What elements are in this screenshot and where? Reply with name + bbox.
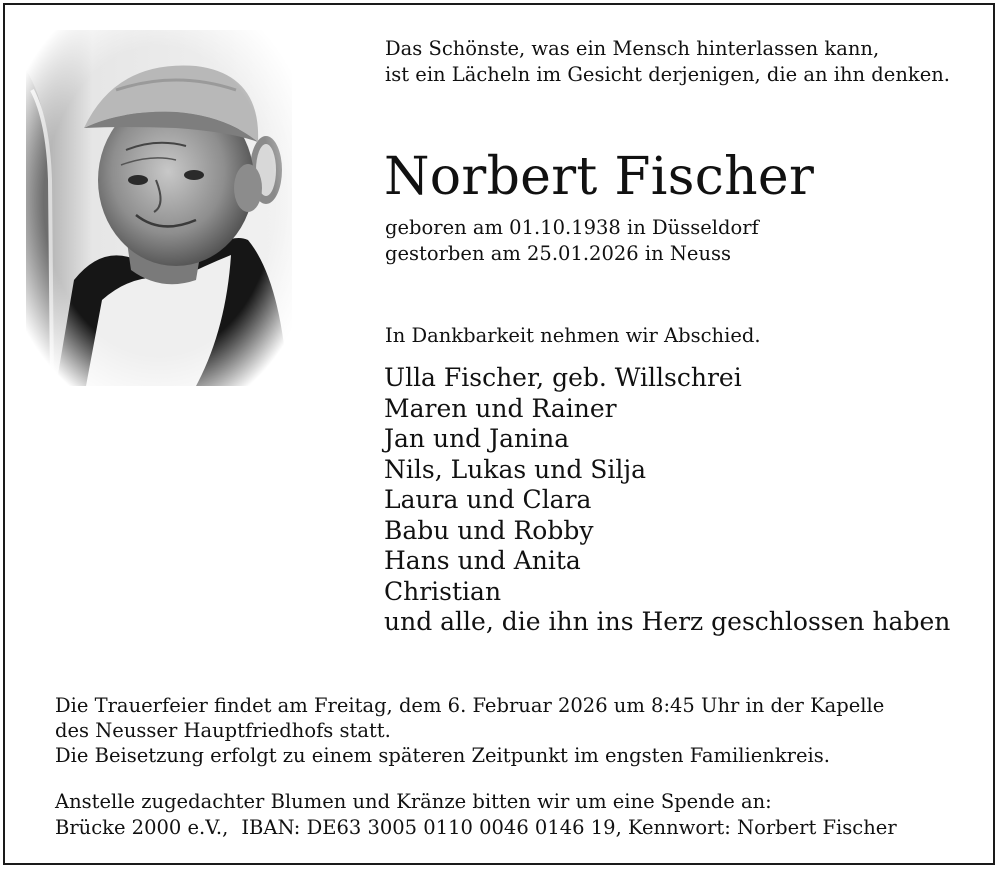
mourner: und alle, die ihn ins Herz geschlossen haben xyxy=(384,607,951,636)
ceremony-line: Die Trauerfeier findet am Freitag, dem 6. Februar 2026 um 8:45 Uhr in der Kapelle xyxy=(55,694,885,717)
ceremony-line: des Neusser Hauptfriedhofs statt. xyxy=(55,719,391,742)
mourners-list xyxy=(384,363,950,638)
donation-info xyxy=(55,789,897,840)
death-date: gestorben am 25.01.2026 in Neuss xyxy=(385,242,732,265)
farewell-text: In Dankbarkeit nehmen wir Abschied. xyxy=(385,324,761,347)
mourner: Ulla Fischer, geb. Willschrei xyxy=(384,363,742,392)
mourner: Jan und Janina xyxy=(384,424,570,453)
mourner: Maren und Rainer xyxy=(384,393,617,423)
mourner: Babu und Robby xyxy=(384,515,594,545)
quote-line: ist ein Lächeln im Gesicht derjenigen, die an ihn denken. xyxy=(385,63,950,86)
quote xyxy=(385,36,950,88)
ceremony-info xyxy=(55,693,884,768)
donation-intro: Anstelle zugedachter Blumen und Kränze bitten wir um eine Spende an: xyxy=(55,790,772,813)
mourner: Laura und Clara xyxy=(384,485,592,514)
donation-details xyxy=(55,815,897,841)
deceased-name: Norbert Fischer xyxy=(384,147,815,207)
mourner: Nils, Lukas und Silja xyxy=(384,454,647,484)
life-dates xyxy=(385,215,759,267)
donation-iban: IBAN: DE63 3005 0110 0046 0146 19, Kennwort: Norbert Fischer xyxy=(241,815,897,839)
mourner: Christian xyxy=(384,576,502,606)
portrait-photo xyxy=(26,30,292,386)
portrait-photo-icon xyxy=(26,30,292,386)
donation-recipient: Brücke 2000 e.V., xyxy=(55,815,229,839)
ceremony-line: Die Beisetzung erfolgt zu einem späteren Zeitpunkt im engsten Familienkreis. xyxy=(55,744,830,767)
quote-line: Das Schönste, was ein Mensch hinterlassen kann, xyxy=(385,37,880,60)
birth-date: geboren am 01.10.1938 in Düsseldorf xyxy=(385,216,759,239)
mourner: Hans und Anita xyxy=(384,546,581,575)
